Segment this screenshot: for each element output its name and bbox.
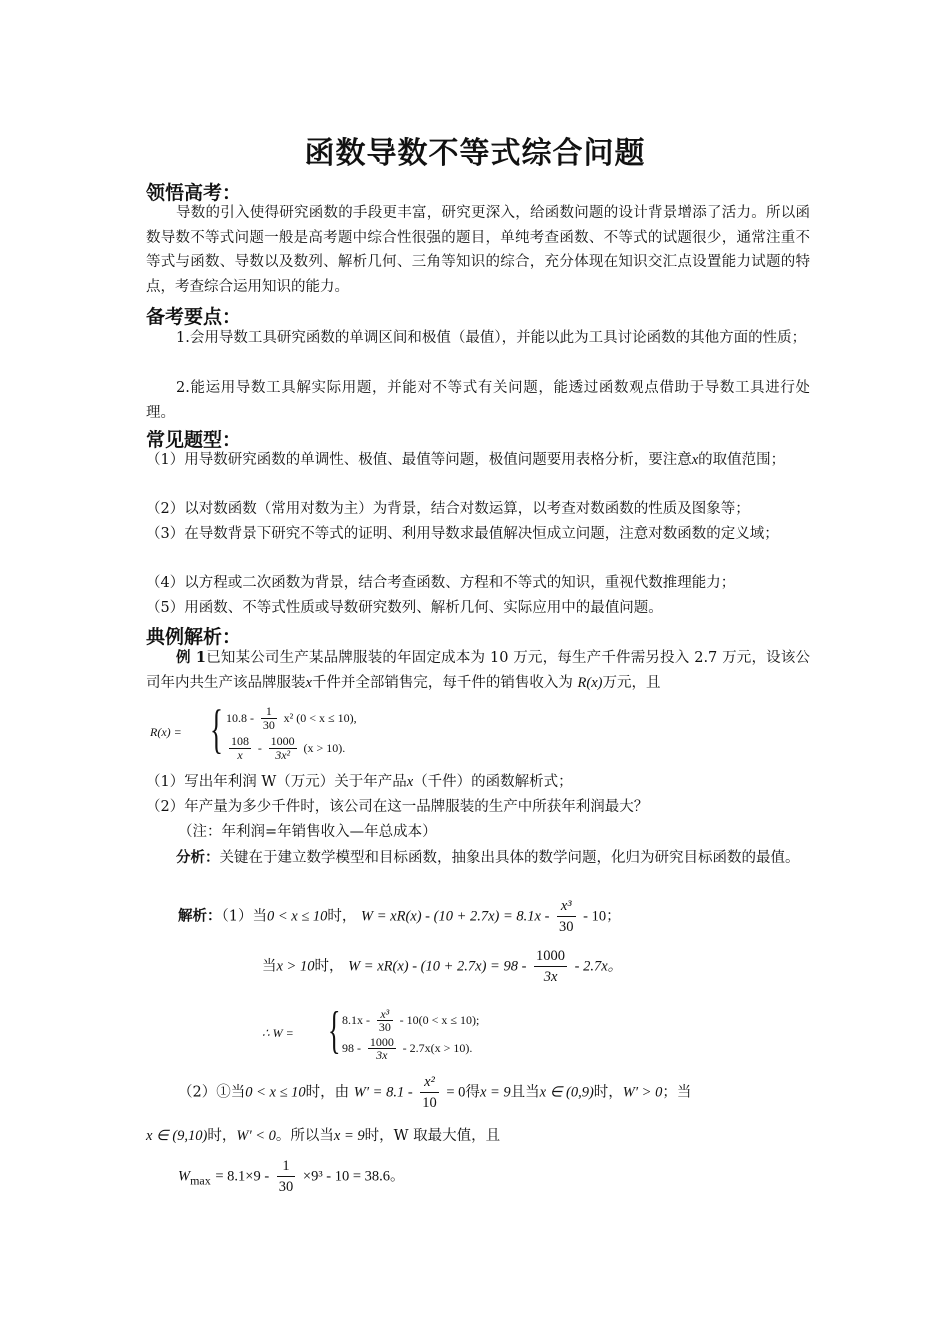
piecewise-profit-formula: ∴ W = { 8.1x - $\frac{\text{x³}}{30}$ - 10(0 < x ≤ 10); 98 - $\frac{1000}{3x}$ - 2.7x(x > 10).: [262, 1002, 480, 1062]
section-body-gaokao: 导数的引入使得研究函数的手段更丰富，研究更深入，给函数问题的设计背景增添了活力。所以函数导数不等式问题一般是高考题中综合性很强的题目，单纯考查函数、不等式的试题很少，通常注重不等式与函数、导数以及数列、解析几何、三角等知识的综合，充分体现在知识交汇点设置能力试题的特点，考查综合运用知识的能力。: [146, 205, 810, 295]
solution-part2-line-2: x ∈ (9,10)时，W′ < 0。所以当x = 9时，W 取最大值，且: [146, 1128, 501, 1144]
key-point-1: 1.会用导数工具研究函数的单调区间和极值（最值），并能以此为工具讨论函数的其他方面的性质；: [176, 330, 807, 346]
analysis-paragraph: 分析：关键在于建立数学模型和目标函数，抽象出具体的数学问题，化归为研究目标函数的最值。: [176, 849, 800, 866]
page-title: 函数导数不等式综合问题: [304, 136, 646, 171]
profit-note: （注：年利润=年销售收入—年总成本）: [178, 824, 437, 840]
solution-part2-line-1: （2）①当0 < x ≤ 10时，由 W′ = 8.1 - $\frac{\text{x²}}{10}$ = 0得x = 9且当x ∈ (0,9)时，W′ > 0；当: [178, 1074, 692, 1111]
example-1-statement: 例 1已知某公司生产某品牌服装的年固定成本为 10 万元，每生产千件需另投入 2.7 万元，设该公司年内共生产该品牌服装x千件并全部销售完，每千件的销售收入为 R(x)万元，且: [146, 649, 810, 691]
question-type-5: （5）用函数、不等式性质或导数研究数列、解析几何、实际应用中的最值问题。: [146, 600, 663, 616]
section-heading-key-points: 备考要点：: [146, 306, 242, 328]
question-type-3: （3）在导数背景下研究不等式的证明、利用导数求最值解决恒成立问题，注意对数函数的定义域；: [146, 526, 779, 542]
key-point-2: 2.能运用导数工具解实际用题，并能对不等式有关问题，能透过函数观点借助于导数工具进行处理。: [146, 380, 810, 421]
question-type-4: （4）以方程或二次函数为背景，结合考查函数、方程和不等式的知识，重视代数推理能力；: [146, 575, 736, 591]
section-heading-gaokao: 领悟高考：: [146, 182, 242, 204]
question-1: （1）写出年利润 W（万元）关于年产品x（千件）的函数解析式；: [146, 774, 573, 790]
question-2: （2）年产量为多少千件时，该公司在这一品牌服装的生产中所获年利润最大？: [146, 799, 649, 815]
section-heading-examples: 典例解析：: [146, 626, 242, 648]
max-profit-formula: $W_{max} = 8.1\times 9$ - $\frac{1}{30}$ ×9³ - 10 = 38.6。: [178, 1158, 405, 1195]
solution-line-1: 解析：（1）当0 < x ≤ 10时， W = xR(x) - (10 + 2.7x) = 8.1x - $\frac{\text{x³}}{30}$ - 10；: [178, 898, 621, 935]
question-type-1: （1）用导数研究函数的单调性、极值、最值等问题，极值问题要用表格分析，要注意x的取值范围；: [146, 452, 786, 468]
piecewise-revenue-formula: R(x) = { 10.8 - $\frac{1}{30}$ x² (0 < x ≤ 10), $\frac{108}{x}$ - $\frac{1000}{\text{3x²}}$ (x > 10).: [150, 699, 357, 762]
section-heading-question-types: 常见题型：: [146, 429, 242, 451]
solution-line-2: 当x > 10时， W = xR(x) - (10 + 2.7x) = 98 - $\frac{1000}{3x}$ - 2.7x。: [262, 948, 623, 985]
example-label: 例 1: [176, 649, 207, 666]
question-type-2: （2）以对数函数（常用对数为主）为背景，结合对数运算，以考查对数函数的性质及图象等；: [146, 501, 750, 517]
